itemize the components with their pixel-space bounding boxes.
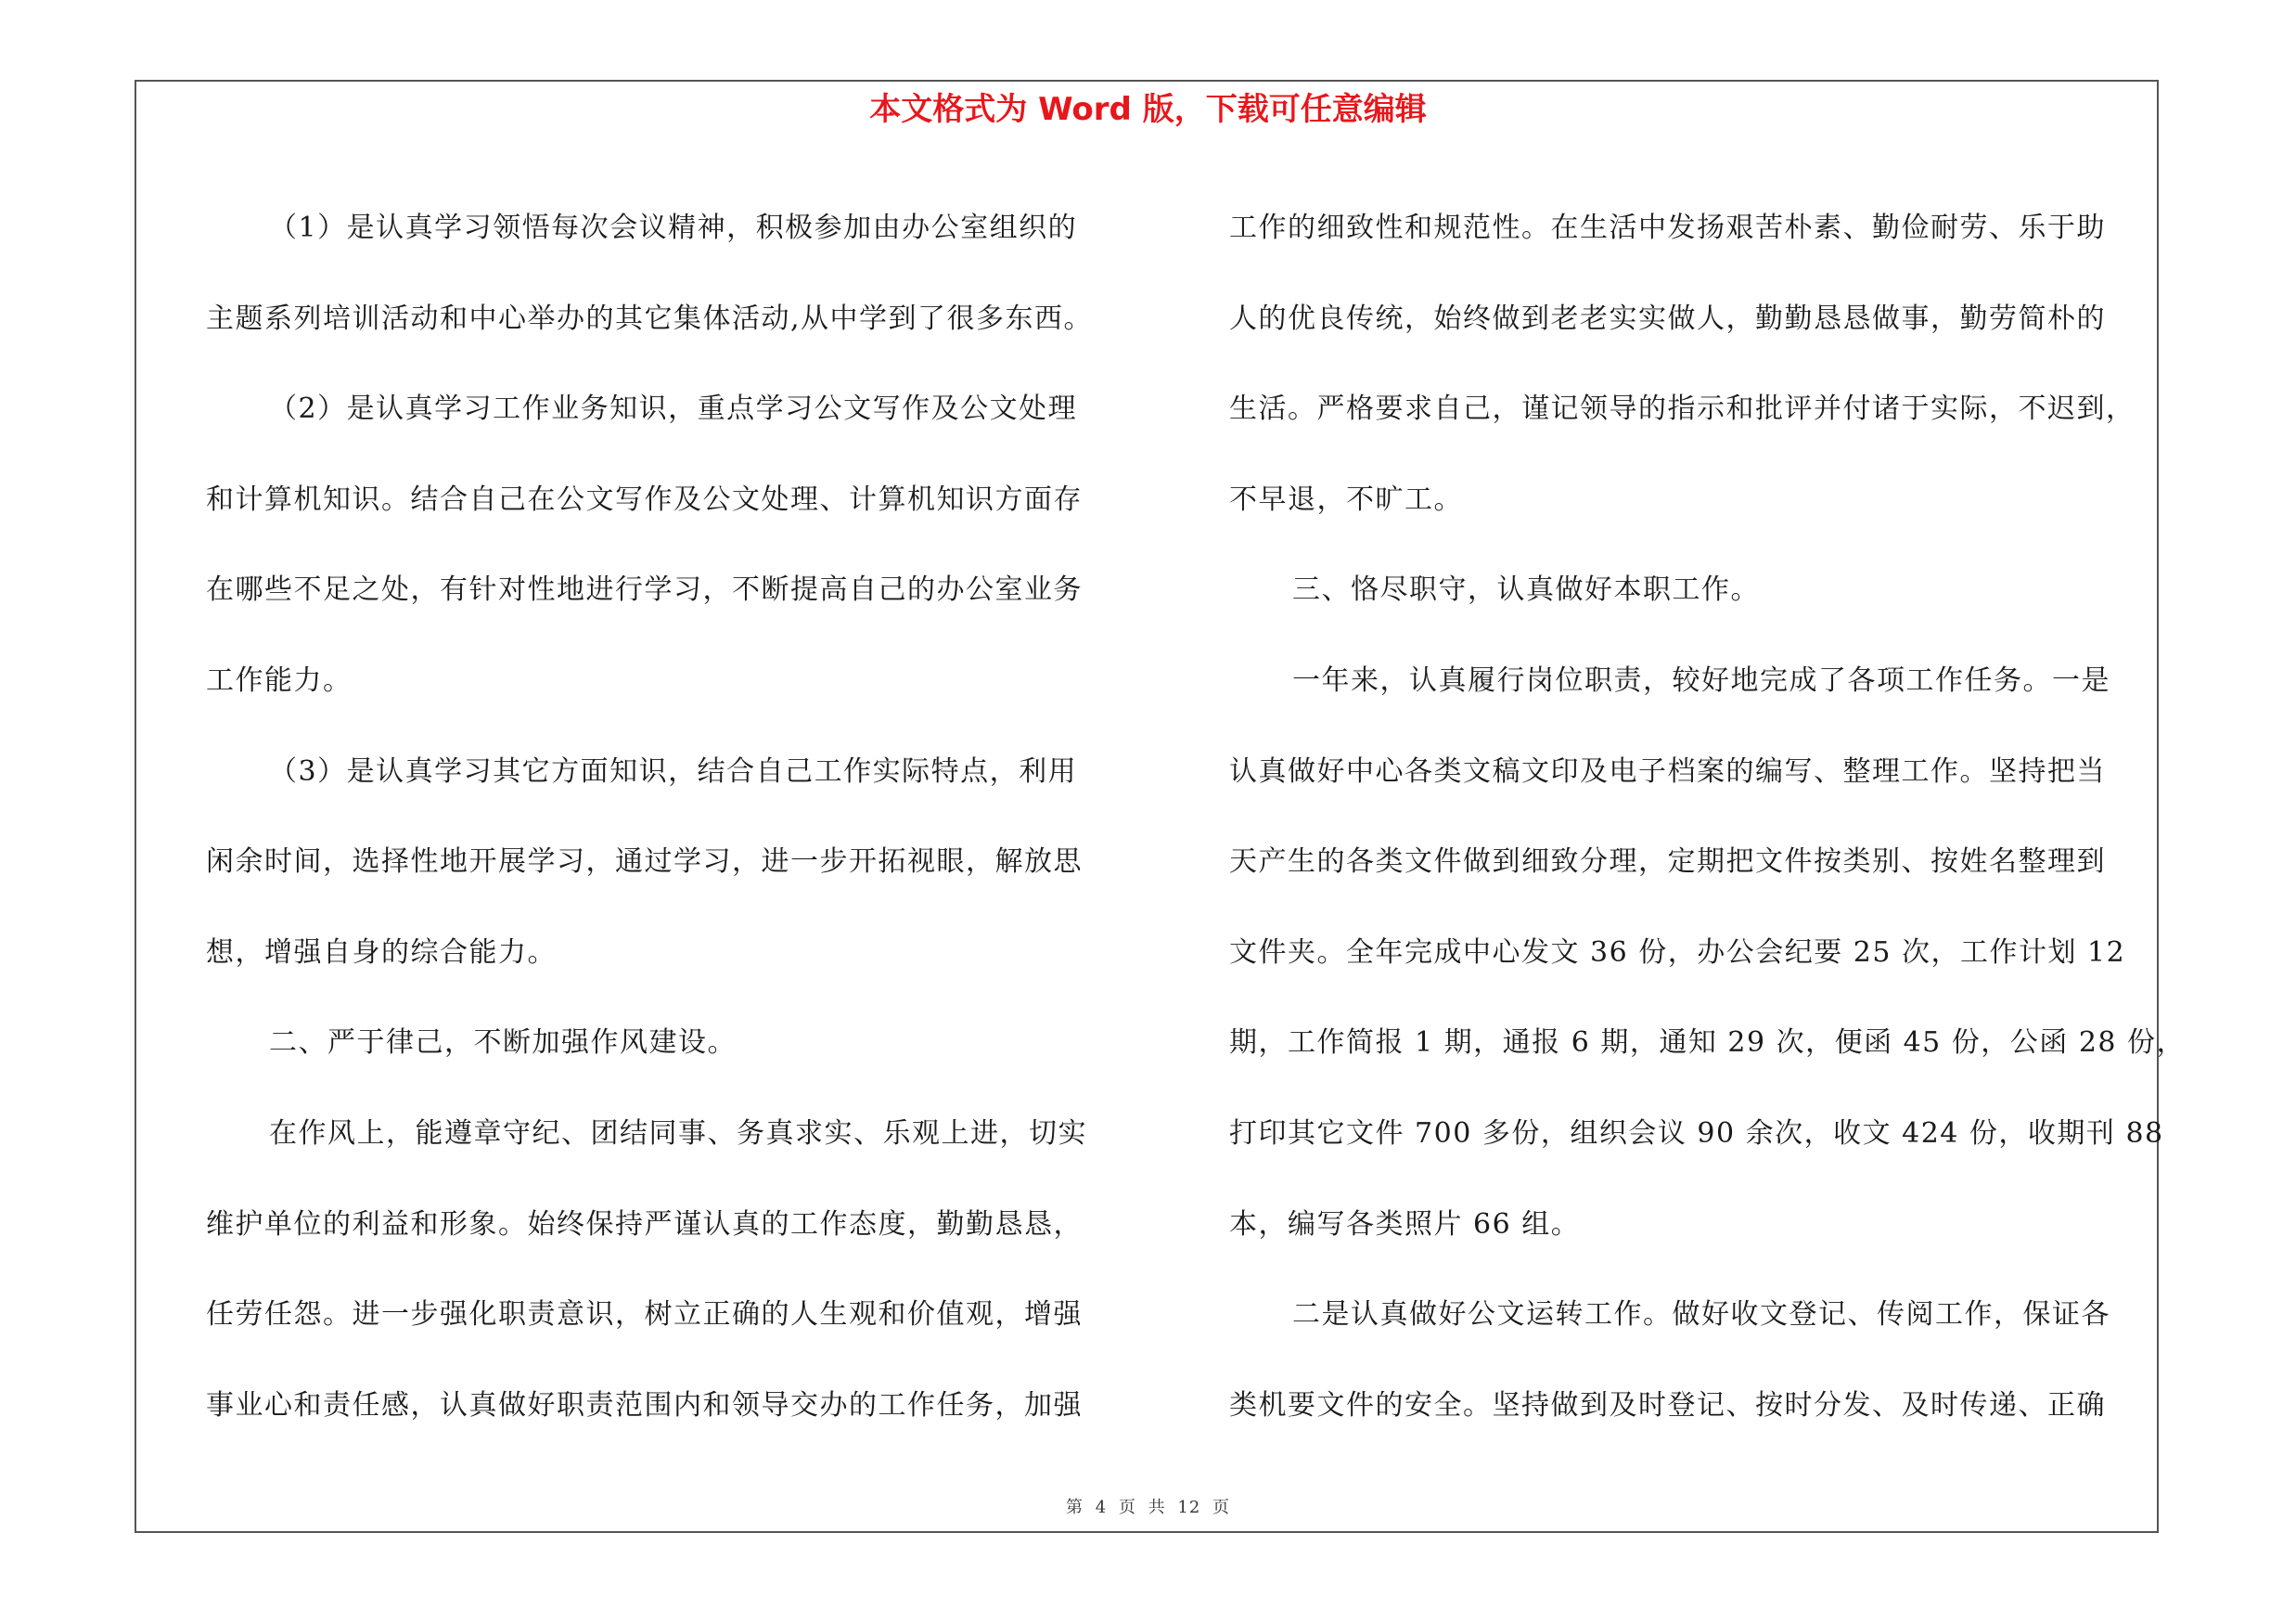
footer-page-word: 页 [1118, 1498, 1136, 1517]
page-header-notice [0, 84, 2296, 135]
text-line: 人的优良传统，始终做到老老实实做人，勤勤恳恳做事，勤劳简朴的 [1229, 302, 2106, 335]
text-line: 本，编写各类照片 66 组。 [1229, 1207, 1581, 1241]
text-line: 不早退，不旷工。 [1229, 483, 1463, 516]
text-line: 事业心和责任感，认真做好职责范围内和领导交办的工作任务，加强 [206, 1388, 1083, 1422]
text-line: 天产生的各类文件做到细致分理，定期把文件按类别、按姓名整理到 [1229, 845, 2106, 879]
text-line: 一年来，认真履行岗位职责，较好地完成了各项工作任务。一是 [1292, 663, 2110, 697]
text-line: （2）是认真学习工作业务知识，重点学习公文写作及公文处理 [269, 393, 1078, 426]
text-line: 在作风上，能遵章守纪、团结同事、务真求实、乐观上进，切实 [269, 1116, 1087, 1150]
text-line: 二是认真做好公文运转工作。做好收文登记、传阅工作，保证各 [1292, 1298, 2110, 1332]
text-line: 任劳任怨。进一步强化职责意识，树立正确的人生观和价值观，增强 [206, 1298, 1083, 1332]
text-line: 在哪些不足之处，有针对性地进行学习，不断提高自己的办公室业务 [206, 573, 1083, 607]
footer-prefix: 第 [1065, 1498, 1084, 1517]
text-line: 维护单位的利益和形象。始终保持严谨认真的工作态度，勤勤恳恳， [206, 1207, 1083, 1241]
text-line: 闲余时间，选择性地开展学习，通过学习，进一步开拓视眼，解放思 [206, 845, 1083, 879]
right-text-column [1229, 183, 2187, 1450]
section-heading: 二、严于律己，不断加强作风建设。 [269, 1026, 737, 1060]
footer-total-word: 共 [1148, 1498, 1166, 1517]
left-text-column [206, 183, 1134, 1450]
page-number-footer [0, 1494, 2296, 1518]
text-line: 生活。严格要求自己，谨记领导的指示和批评并付诸于实际，不迟到， [1229, 393, 2136, 426]
text-line: 期，工作简报 1 期，通报 6 期，通知 29 次，便函 45 份，公函 28 份， [1229, 1026, 2187, 1060]
header-title: 本文格式为 Word 版，下载可任意编辑 [869, 91, 1427, 128]
text-line: （3）是认真学习其它方面知识，结合自己工作实际特点，利用 [269, 754, 1078, 788]
current-page-number: 4 [1095, 1498, 1108, 1517]
section-heading: 三、恪尽职守，认真做好本职工作。 [1292, 573, 1760, 607]
text-line: 文件夹。全年完成中心发文 36 份，办公会纪要 25 次，工作计划 12 [1229, 935, 2126, 969]
footer-suffix: 页 [1212, 1498, 1231, 1517]
total-page-number: 12 [1177, 1498, 1201, 1517]
text-line: 认真做好中心各类文稿文印及电子档案的编写、整理工作。坚持把当 [1229, 754, 2106, 788]
text-line: 工作能力。 [206, 663, 353, 697]
text-line: （1）是认真学习领悟每次会议精神，积极参加由办公室组织的 [269, 212, 1078, 244]
text-line: 工作的细致性和规范性。在生活中发扬艰苦朴素、勤俭耐劳、乐于助 [1229, 212, 2106, 244]
text-line: 打印其它文件 700 多份，组织会议 90 余次，收文 424 份，收期刊 88 [1229, 1116, 2164, 1150]
text-line: 类机要文件的安全。坚持做到及时登记、按时分发、及时传递、正确 [1229, 1388, 2106, 1422]
text-line: 和计算机知识。结合自己在公文写作及公文处理、计算机知识方面存 [206, 483, 1083, 516]
text-line: 主题系列培训活动和中心举办的其它集体活动,从中学到了很多东西。 [206, 302, 1094, 335]
text-line: 想，增强自身的综合能力。 [206, 935, 557, 969]
